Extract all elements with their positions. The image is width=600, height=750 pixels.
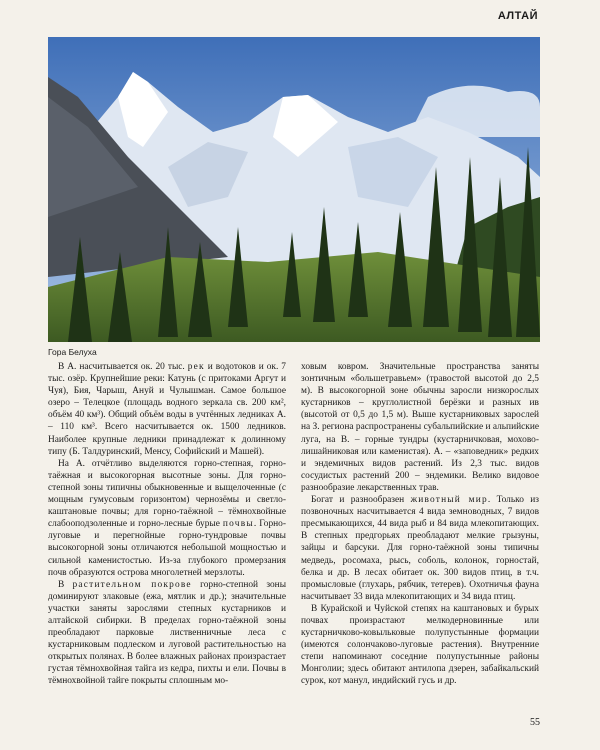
text-run: В: [58, 579, 73, 590]
emphasized-term: рек: [187, 362, 205, 372]
page-number: 55: [530, 717, 540, 728]
mountain-illustration: [48, 37, 540, 342]
right-column: [301, 361, 539, 688]
paragraph: [301, 494, 539, 603]
paragraph: [48, 361, 286, 458]
paragraph: [48, 579, 286, 688]
paragraph: [301, 603, 539, 688]
emphasized-term: растительном покрове: [72, 579, 192, 590]
text-run: горно-степной зоны доминируют злаковые (ежа, мятлик и др.); значительные участки заняты зарослями степных кустарников и алтайской сибирки. В пределах горно-таёжной зоны преобладают парковые лиственничные леса с кустарниковым подлеском и луговой растительностью на открытых полянах. В более влажных районах произрастает густая тёмнохвойная тайга из кедра, пихты и ели. Почвы в тёмнохвойной тайге покрыты сплошным мо-: [48, 579, 286, 687]
emphasized-term: животный мир: [410, 495, 488, 506]
text-run: В А. насчитывается ок. 20 тыс.: [58, 362, 188, 372]
running-header: АЛТАЙ: [497, 10, 538, 22]
emphasized-term: почвы: [222, 519, 254, 530]
paragraph: [48, 458, 286, 579]
text-run: . Только из позвоночных насчитывается 4 вида земноводных, 7 видов пресмыкающихся, 44 вида рыб и 84 вида млекопитающих. В степных предгорьях преобладают мелкие грызуны, зайцы и барсуки. Для горно-таёжной зоны типичны медведь, росомаха, рысь, соболь, колонок, горностай, белка и др. В лесах обитает ок. 300 видов птиц, в т.ч. промысловые (глухарь, рябчик, тетерев). Охотничья фауна насчитывает 33 вида млекопитающих и 34 вида птиц.: [301, 495, 539, 602]
text-run: . Горно-луговые и перегнойные горно-тундровые почвы высокогорной зоны отличаются небольшой мощностью и сильной каменистостью. Из-за глубокого промерзания почв образуются острова многолетней мерзлоты.: [48, 519, 286, 578]
text-run: Богат и разнообразен: [311, 495, 411, 506]
photo-mount-belukha: [48, 37, 540, 342]
text-run: и водотоков и ок. 7 тыс. озёр. Крупнейшие реки: Катунь (с притоками Аргут и Чуя), Бия, Чарыш, Ануй и Чулышман. Самое большое озеро – Телецкое (площадь водного зеркала св. 200 км², объём 40 км³). Общий объём воды в учтённых ледниках А. – 110 км³. Всего насчитывается ок. 1500 ледников. Наиболее крупные ледники принадлежат к долинному типу (Б. Талдуринский, Менсу, Софийский и Машей).: [48, 362, 286, 457]
text-run: В Курайской и Чуйской степях на каштановых и бурых почвах произрастают мелкодерновинные или кустарничково-ковыльковые полупустынные формации (имеются солончаково-луговые растения). Внутренние степи напоминают соседние полупустынные районы Монголии; здесь обитают антилопа дзерен, забайкальский сурок, кот манул, индийский гусь и др.: [301, 603, 539, 687]
text-run: ховым ковром. Значительные пространства заняты зонтичным «большетравьем» (травостой высотой до 2,5 м). В высокогорной зоне обычны заросли низкорослых кустарников – круглолистной берёзки и разных ив (высотой от 0,5 до 1,5 м). Выше кустарниковых зарослей на З. региона распространены субальпийские и альпийские луга, на В. – горные тундры (кустарничковая, мохово-лишайниковая или каменистая). А. – «заповедник» редких и эндемичных видов растений. Из 2,3 тыс. видов сосудистых растений 200 – эндемики. Велико видовое разнообразие лекарственных трав.: [301, 362, 539, 493]
text-run: На А. отчётливо выделяются горно-степная, горно-таёжная и высокогорная высотные зоны. Для горно-степной зоны типичны обыкновенные и выщелоченные (с мощным гумусовым горизонтом) чернозёмы и светло-каштановые почвы; для горно-таёжной – тёмнохвойные слабооподзоленные и горно-лесные бурые: [48, 458, 286, 530]
figure-caption: Гора Белуха: [48, 347, 97, 357]
left-column: [48, 361, 286, 688]
paragraph: [301, 361, 539, 494]
